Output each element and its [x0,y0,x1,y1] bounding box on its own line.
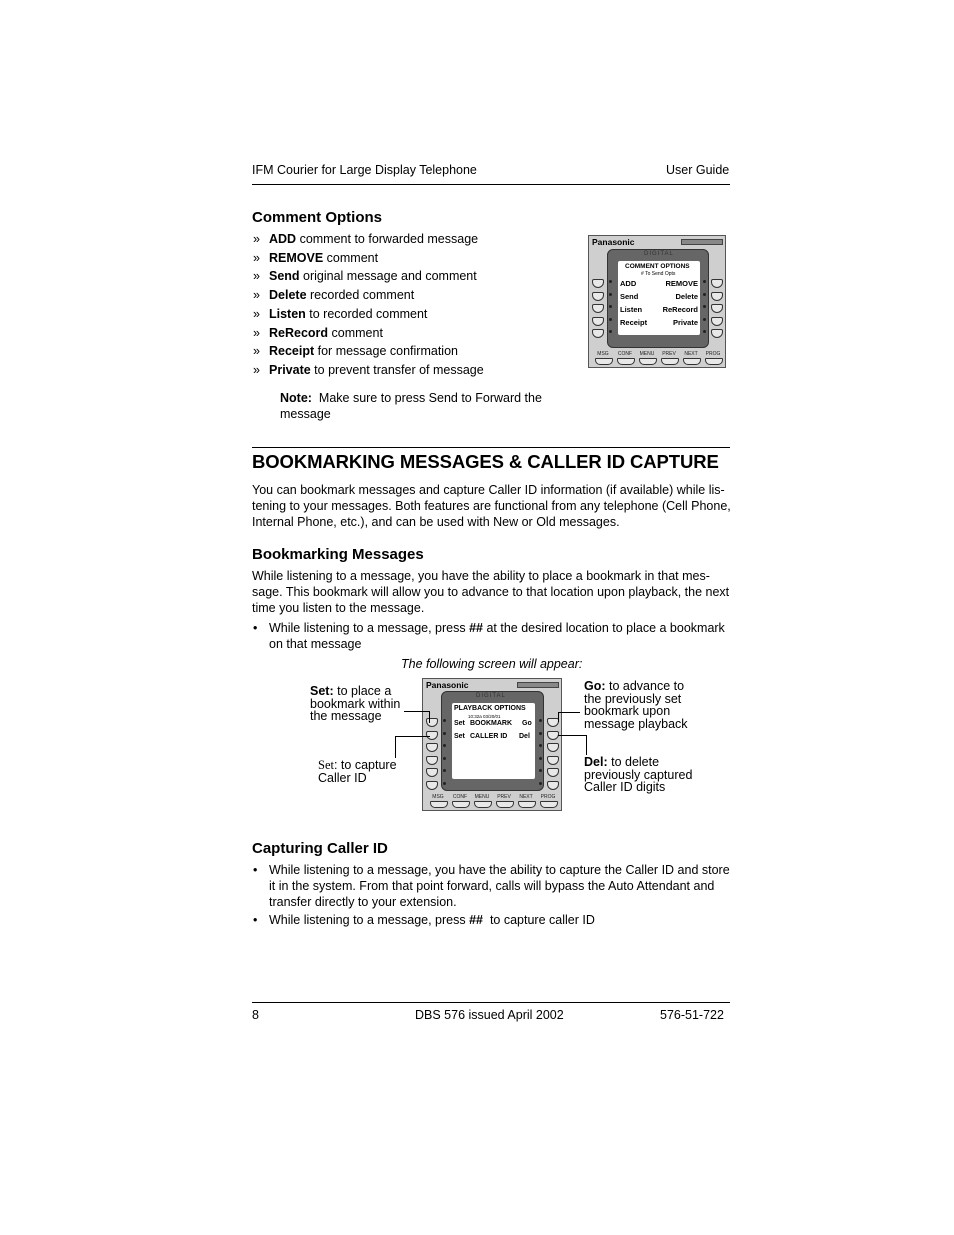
indicator-bar [517,682,559,688]
indicator-led-icon [443,719,446,722]
lcd-title: COMMENT OPTIONS [625,263,690,270]
callout-line [558,712,580,713]
brand-logo: Panasonic [592,237,635,247]
function-key-label: PREV [662,351,676,357]
comment-option-item: » REMOVE comment [253,250,379,265]
digital-label: DIGITAL [476,693,506,699]
softkey-right-button[interactable] [711,304,723,313]
function-key-button[interactable] [639,358,657,365]
capturing-bullet: • While listening to a message, press ## to capture caller ID [253,913,595,927]
lcd-row: Set [454,733,465,740]
phone-display-playback-options [422,678,562,811]
indicator-led-icon [539,782,542,785]
bullet-key: ## [469,621,483,635]
header-left: IFM Courier for Large Display Telephone [252,163,477,177]
softkey-right-button[interactable] [711,292,723,301]
comment-option-item: » Delete recorded comment [253,288,415,303]
footer-center: DBS 576 issued April 2002 [415,1008,564,1022]
lcd-title: PLAYBACK OPTIONS [454,705,526,712]
note [280,391,580,423]
bullet-text: on that message [269,636,362,651]
bullet-dot: • [253,621,258,635]
softkey-right-button[interactable] [547,781,559,790]
function-key-label: MSG [597,351,609,357]
lcd-screen [452,703,535,779]
comment-option-item: » Listen to recorded comment [253,306,428,321]
function-key-label: NEXT [519,794,533,800]
phone-display-comment-options [588,235,726,368]
lcd-right-option: Delete [675,292,698,301]
callout-line [429,711,430,723]
capturing-bullet: • While listening to a message, you have the ability to capture the Caller ID and store it in the system. From that point forward, calls will bypass the Auto Attendant and transfer directly to your extension. [253,863,730,909]
function-key-button[interactable] [705,358,723,365]
softkey-left-button[interactable] [426,718,438,727]
footer-rule [252,1002,730,1003]
function-key-button[interactable] [617,358,635,365]
lcd-right-option: Private [672,318,698,327]
indicator-led-icon [539,732,542,735]
indicator-led-icon [539,757,542,760]
softkey-left-button[interactable] [592,317,604,326]
lcd-subtitle: 10:32a 03/20/01 [468,714,501,719]
indicator-led-icon [443,757,446,760]
lcd-row: CALLER ID [470,733,508,740]
softkey-right-button[interactable] [547,756,559,765]
intro-paragraph [252,483,731,530]
bookmarking-paragraph [252,569,729,616]
bullet-text: at the desired location to place a bookmark [483,621,725,635]
indicator-led-icon [609,280,612,283]
lcd-right-option: REMOVE [665,279,698,288]
capturing-title: Capturing Caller ID [252,840,388,857]
lcd-right-option: ReRecord [662,305,698,314]
lcd-row: Go [522,720,532,727]
bullet-dot: • [253,913,258,927]
softkey-right-button[interactable] [547,743,559,752]
indicator-led-icon [443,732,446,735]
brand-logo: Panasonic [426,680,469,690]
lcd-row: Del [519,733,530,740]
callout-set-callerid: Set: to capture Caller ID [318,758,397,785]
indicator-led-icon [609,305,612,308]
paragraph-line: While listening to a message, you have the ability to place a bookmark in that mes- [252,569,710,583]
lcd-left-option: Listen [620,305,643,314]
comment-option-item: » ReRecord comment [253,325,383,340]
softkey-left-button[interactable] [426,756,438,765]
callout-line [586,735,587,755]
indicator-led-icon [443,769,446,772]
indicator-led-icon [703,330,706,333]
paragraph-line: sage. This bookmark will allow you to advance to that location upon playback, the next [252,584,730,599]
note-label: Note: [280,391,312,405]
indicator-led-icon [703,280,706,283]
intro-line: tening to your messages. Both features are functional from any telephone (Cell Phone, [252,498,731,513]
lcd-subtitle: # To Send Opts [641,271,676,277]
callout-line [558,712,559,722]
function-key-button[interactable] [661,358,679,365]
comment-option-item: » Private to prevent transfer of message [253,362,484,377]
function-key-label: PROG [705,351,721,357]
softkey-right-button[interactable] [711,329,723,338]
section-rule [252,447,730,448]
function-key-button[interactable] [496,801,514,808]
indicator-led-icon [609,293,612,296]
callout-del: Del: to delete previously captured Caller ID digits [584,755,693,794]
softkey-left-button[interactable] [592,304,604,313]
note-text: Make sure to press Send to Forward the message [280,391,542,421]
function-key-label: MENU [474,794,490,800]
intro-line: Internal Phone, etc.), and can be used with New or Old messages. [252,514,620,529]
paragraph-line: time you listen to the message. [252,600,425,615]
intro-line: You can bookmark messages and capture Caller ID information (if available) while lis- [252,483,725,497]
footer-right: 576-51-722 [660,1008,724,1022]
lcd-row: Set [454,720,465,727]
comment-options-title: Comment Options [252,209,382,226]
softkey-right-button[interactable] [711,279,723,288]
lcd-frame [441,691,544,791]
bookmarking-subtitle: Bookmarking Messages [252,546,424,563]
function-key-label: NEXT [684,351,698,357]
function-key-label: CONF [617,351,633,357]
header-rule [252,184,730,185]
function-key-button[interactable] [452,801,470,808]
comment-option-item: » Send original message and comment [253,269,477,284]
softkey-left-button[interactable] [592,292,604,301]
lcd-left-option: Send [620,292,639,301]
function-key-button[interactable] [474,801,492,808]
comment-option-item: » Receipt for message confirmation [253,344,458,359]
indicator-led-icon [609,318,612,321]
lcd-frame [607,249,709,348]
function-key-button[interactable] [518,801,536,808]
bullet-dot: • [253,863,258,877]
function-key-button[interactable] [683,358,701,365]
indicator-led-icon [703,318,706,321]
function-key-label: CONF [452,794,468,800]
comment-option-item: » ADD comment to forwarded message [253,232,479,246]
softkey-left-button[interactable] [426,768,438,777]
softkey-left-button[interactable] [426,781,438,790]
function-key-label: MENU [639,351,655,357]
lcd-screen [618,261,700,335]
function-key-button[interactable] [540,801,558,808]
function-key-button[interactable] [430,801,448,808]
callout-set-bookmark: Set: to place a bookmark within the message [310,684,401,723]
indicator-led-icon [703,305,706,308]
function-key-label: PROG [540,794,556,800]
indicator-led-icon [539,719,542,722]
softkey-left-button[interactable] [592,279,604,288]
indicator-bar [681,239,723,245]
callout-go: Go: to advance to the previously set bookmark upon message playback [584,679,688,731]
page-number: 8 [252,1008,259,1022]
indicator-led-icon [539,769,542,772]
screen-caption: The following screen will appear: [401,657,583,671]
indicator-led-icon [443,744,446,747]
indicator-led-icon [539,744,542,747]
callout-line [395,736,396,758]
callout-line [404,711,430,712]
lcd-left-option: ADD [620,279,637,288]
bullet-text: While listening to a message, press [269,621,470,635]
indicator-led-icon [443,782,446,785]
lcd-row: BOOKMARK [470,720,512,727]
indicator-led-icon [703,293,706,296]
section-title: BOOKMARKING MESSAGES & CALLER ID CAPTURE [252,451,719,472]
lcd-left-option: Receipt [620,318,648,327]
indicator-led-icon [609,330,612,333]
softkey-right-button[interactable] [547,768,559,777]
softkey-left-button[interactable] [426,743,438,752]
function-key-label: PREV [497,794,511,800]
callout-line [395,736,430,737]
softkey-right-button[interactable] [711,317,723,326]
digital-label: DIGITAL [644,251,674,257]
function-key-label: MSG [432,794,444,800]
function-key-button[interactable] [595,358,613,365]
softkey-left-button[interactable] [426,731,438,740]
callout-line [558,735,586,736]
bookmark-bullet [253,621,733,653]
header-right: User Guide [666,163,730,177]
softkey-left-button[interactable] [592,329,604,338]
